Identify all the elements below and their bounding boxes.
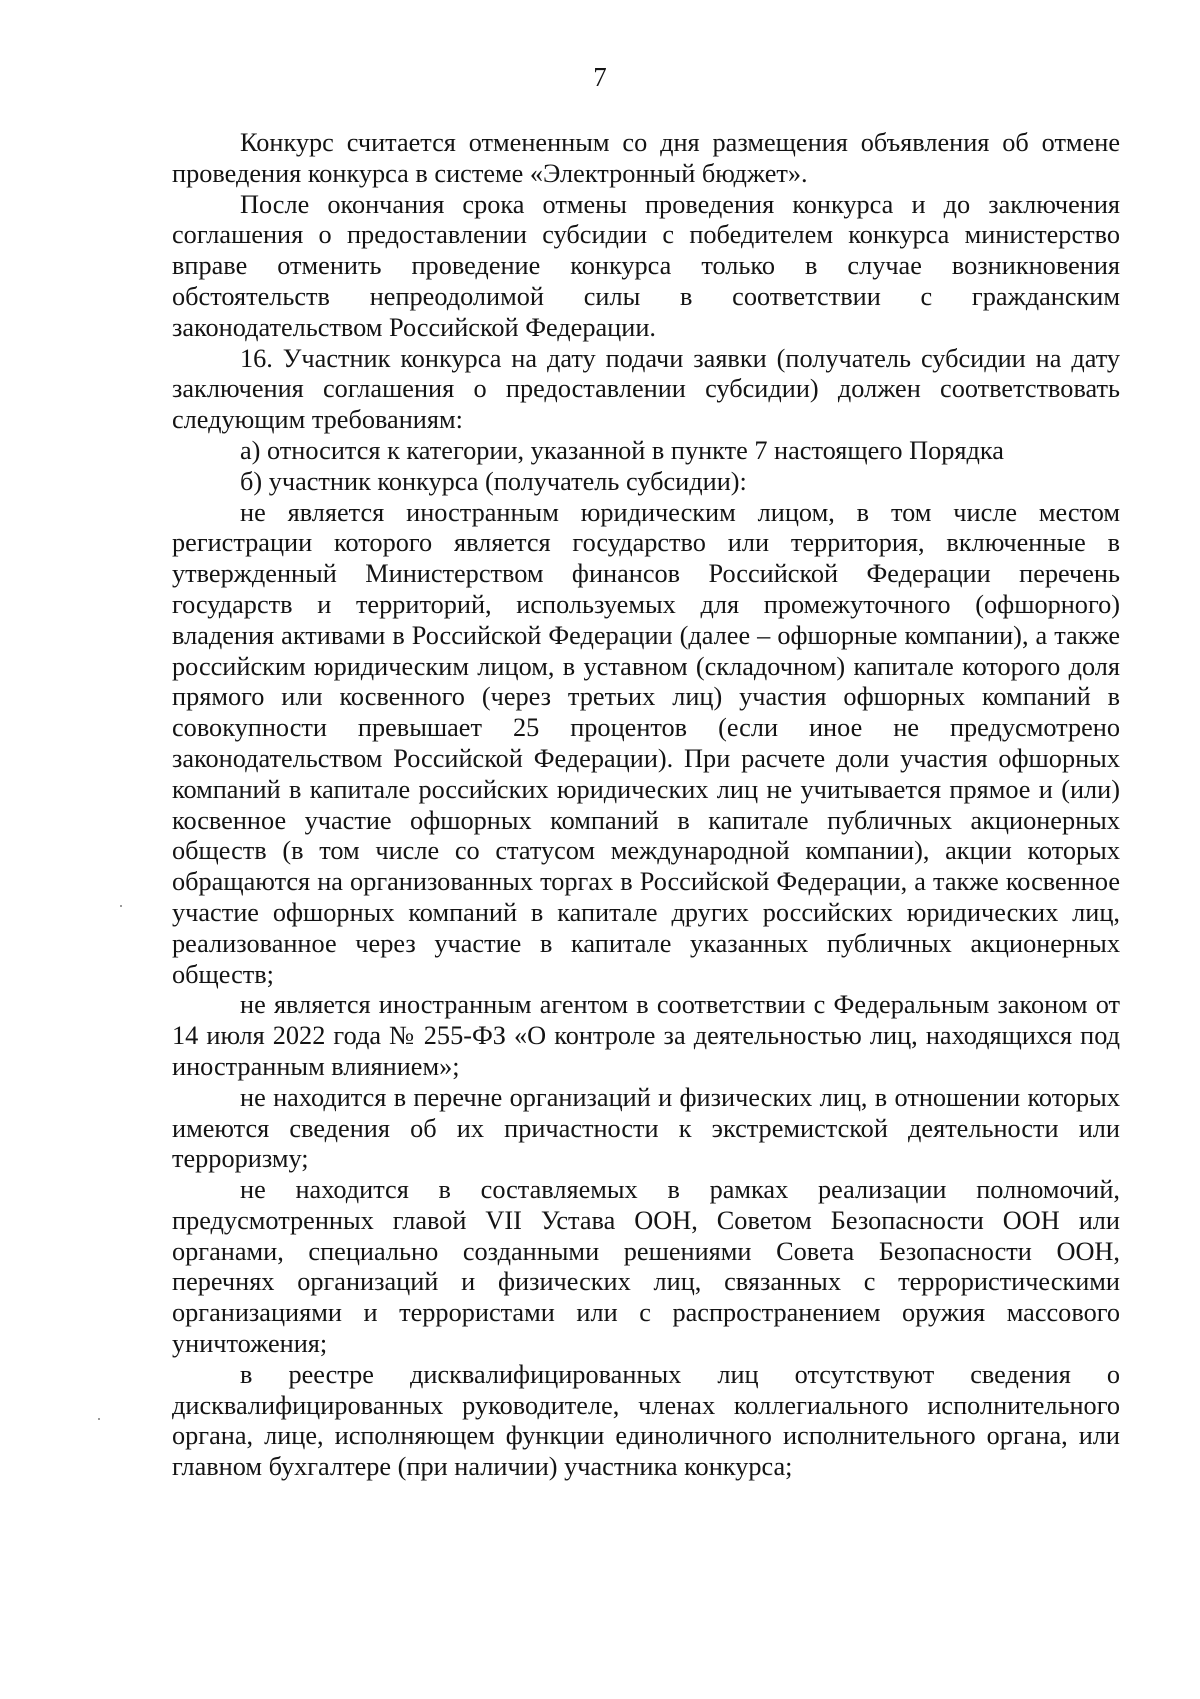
paragraph-subitem-b: б) участник конкурса (получатель субсидии):	[240, 466, 747, 496]
paragraph-subitem-a: а) относится к категории, указанной в пункте 7 настоящего Порядка	[240, 435, 1004, 465]
paragraph-not-un-sanctions-list: не находится в составляемых в рамках реализации полномочий, предусмотренных главой VII Устава ООН, Советом Безопасности ООН или органами, специально созданными решениями Совета Безопасности ООН, перечнях организаций и физических лиц, связанных с террористическими организациями и террористами или с распространением оружия массового уничтожения;	[172, 1175, 1120, 1359]
paragraph-cancellation-after-deadline: После окончания срока отмены проведения конкурса и до заключения соглашения о предоставлении субсидии с победителем конкурса министерство вправе отменить проведение конкурса только в случае возникновения обстоятельств непреодолимой силы в соответствии с гражданским законодательством Российской Федерации.	[172, 189, 1120, 342]
paragraph-not-foreign-agent: не является иностранным агентом в соответствии с Федеральным законом от 14 июля 2022 года № 255-ФЗ «О контроле за деятельностью лиц, находящихся под иностранным влиянием»;	[172, 990, 1120, 1081]
scan-speck	[98, 1418, 100, 1420]
scan-speck	[120, 905, 122, 907]
page-number: 7	[593, 62, 607, 92]
paragraph-disqualified-persons-registry: в реестре дисквалифицированных лиц отсутствуют сведения о дисквалифицированных руководителе, членах коллегиального исполнительного органа, лице, исполняющем функции единоличного исполнительного органа, или главном бухгалтере (при наличии) участника конкурса;	[172, 1359, 1120, 1482]
paragraph-item-16: 16. Участник конкурса на дату подачи заявки (получатель субсидии на дату заключения соглашения о предоставлении субсидии) должен соответствовать следующим требованиям:	[172, 343, 1120, 435]
paragraph-not-foreign-legal-entity: не является иностранным юридическим лицом, в том числе местом регистрации которого является государство или территория, включенные в утвержденный Министерством финансов Российской Федерации перечень государств и территорий, используемых для промежуточного (офшорного) владения активами в Российской Федерации (далее – офшорные компании), а также российским юридическим лицом, в уставном (складочном) капитале которого доля прямого или косвенного (через третьих лиц) участия офшорных компаний в совокупности превышает 25 процентов (если иное не предусмотрено законодательством Российской Федерации). При расчете доли участия офшорных компаний в капитале российских юридических лиц не учитывается прямое и (или) косвенное участие офшорных компаний в капитале публичных акционерных обществ (в том числе со статусом международной компании), акции которых обращаются на организованных торгах в Российской Федерации, а также косвенное участие офшорных компаний в капитале других российских юридических лиц, реализованное через участие в капитале указанных публичных акционерных обществ;	[172, 497, 1120, 989]
paragraph-not-extremist-list: не находится в перечне организаций и физических лиц, в отношении которых имеются сведения об их причастности к экстремистской деятельности или терроризму;	[172, 1082, 1120, 1174]
paragraph-contest-cancelled: Конкурс считается отмененным со дня размещения объявления об отмене проведения конкурса в системе «Электронный бюджет».	[172, 128, 1120, 188]
document-body	[172, 128, 1120, 1483]
